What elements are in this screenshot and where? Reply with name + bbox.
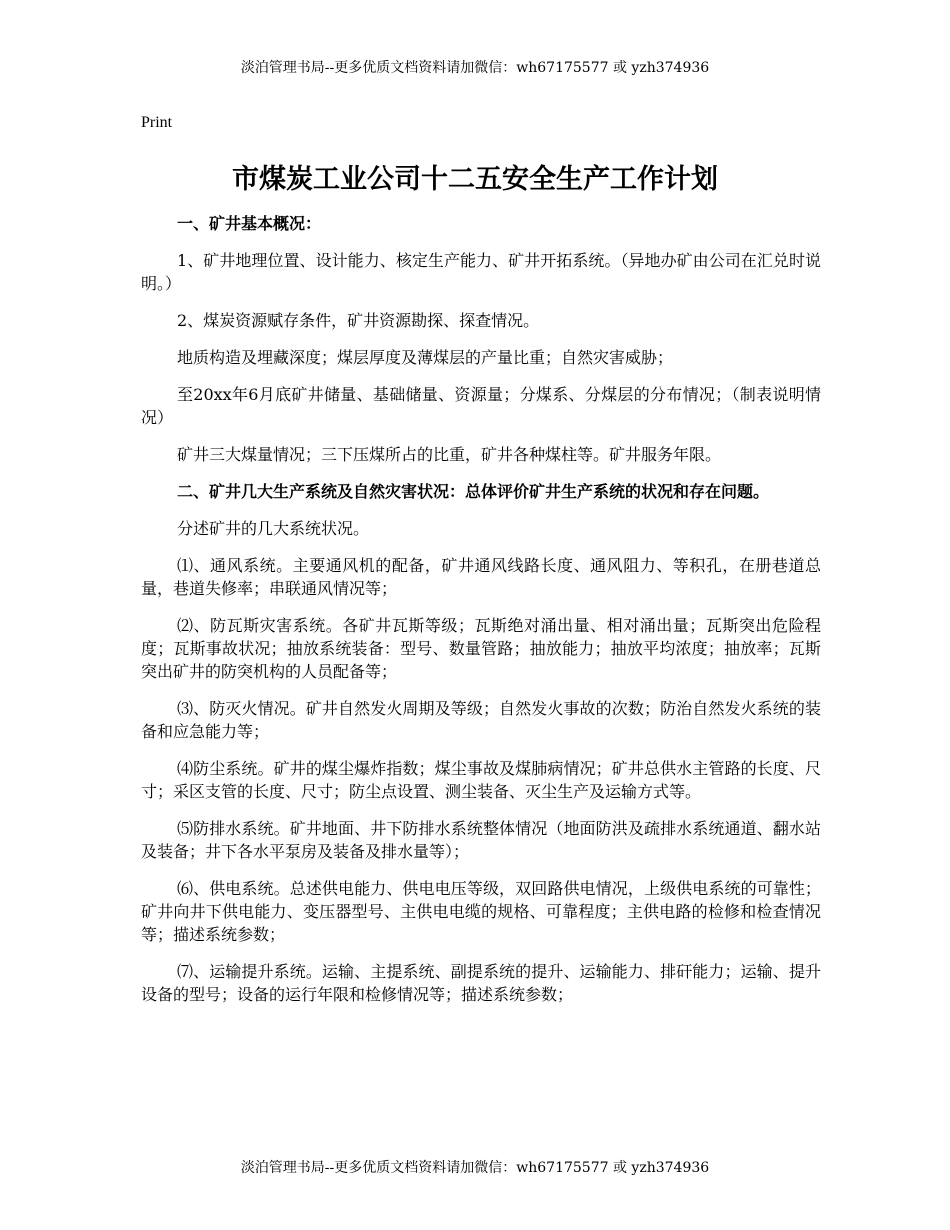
body-paragraph: ⑷防尘系统。矿井的煤尘爆炸指数；煤尘事故及煤肺病情况；矿井总供水主管路的长度、尺寸；采区支管的长度、尺寸；防尘点设置、测尘装备、灭尘生产及运输方式等。 [141,759,821,801]
print-label: Print [141,114,173,131]
body-paragraph: ⑴、通风系统。主要通风机的配备，矿井通风线路长度、通风阻力、等积孔，在册巷道总量，巷道失修率；串联通风情况等； [141,556,821,598]
page-header: 淡泊管理书局--更多优质文档资料请加微信：wh67175577 或 yzh374936 [240,60,710,76]
body-paragraph: ⑹、供电系统。总述供电能力、供电电压等级，双回路供电情况，上级供电系统的可靠性；矿井向井下供电能力、变压器型号、主供电电缆的规格、可靠程度；主供电路的检修和检查情况等；描述系统参数； [141,879,821,944]
body-paragraph: 至20xx年6月底矿井储量、基础储量、资源量；分煤系、分煤层的分布情况；（制表说明情况） [141,385,821,427]
body-paragraph: 分述矿井的几大系统状况。 [177,519,370,538]
body-paragraph: ⑺、运输提升系统。运输、主提系统、副提系统的提升、运输能力、排矸能力；运输、提升设备的型号；设备的运行年限和检修情况等；描述系统参数； [141,962,821,1004]
body-paragraph: 2、煤炭资源赋存条件，矿井资源勘探、探查情况。 [177,311,540,330]
body-paragraph: ⑸防排水系统。矿井地面、井下防排水系统整体情况（地面防洪及疏排水系统通道、翻水站及装备；井下各水平泵房及装备及排水量等）； [141,819,821,861]
page-footer: 淡泊管理书局--更多优质文档资料请加微信：wh67175577 或 yzh374936 [240,1160,710,1176]
document-title: 市煤炭工业公司十二五安全生产工作计划 [232,164,718,195]
document-body [141,212,821,1020]
body-paragraph: ⑶、防灭火情况。矿井自然发火周期及等级；自然发火事故的次数；防治自然发火系统的装备和应急能力等； [141,699,821,741]
section-heading: 一、矿井基本概况： [177,214,322,233]
body-paragraph: ⑵、防瓦斯灾害系统。各矿井瓦斯等级；瓦斯绝对涌出量、相对涌出量；瓦斯突出危险程度；瓦斯事故状况；抽放系统装备：型号、数量管路；抽放能力；抽放平均浓度；抽放率；瓦斯突出矿井的防突机构的人员配备等； [141,616,821,681]
body-paragraph: 地质构造及埋藏深度；煤层厚度及薄煤层的产量比重；自然灾害威胁； [177,348,674,367]
body-paragraph: 1、矿井地理位置、设计能力、核定生产能力、矿井开拓系统。（异地办矿由公司在汇兑时说明。） [141,251,821,293]
section-heading: 二、矿井几大生产系统及自然灾害状况：总体评价矿井生产系统的状况和存在问题。 [177,482,770,501]
body-paragraph: 矿井三大煤量情况；三下压煤所占的比重，矿井各种煤柱等。矿井服务年限。 [177,445,722,464]
